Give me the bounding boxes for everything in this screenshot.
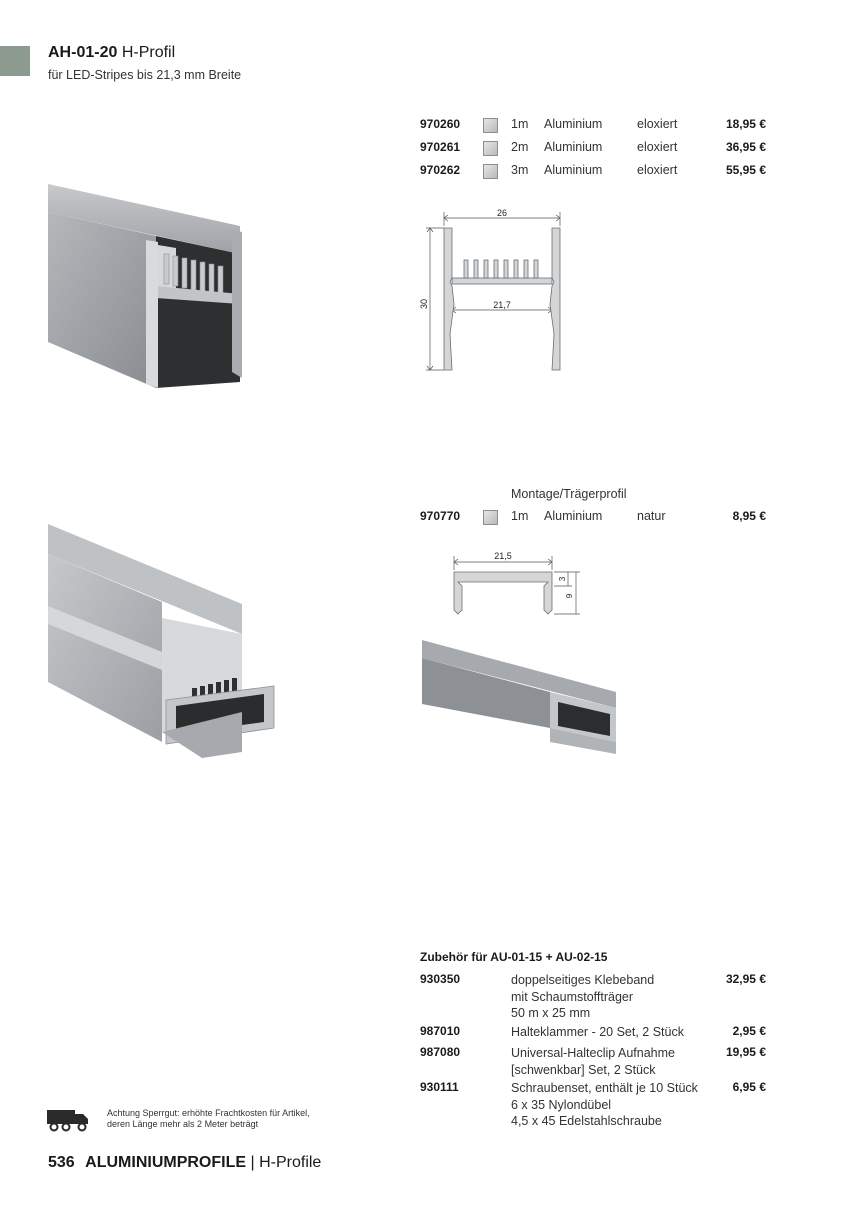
freight-note-line: Achtung Sperrgut: erhöhte Frachtkosten für Artikel, <box>107 1108 310 1118</box>
product-row <box>420 163 770 181</box>
accessory-description <box>511 1080 716 1130</box>
width-dimension-label: 21,5 <box>494 551 512 561</box>
mounting-profile-product-image <box>420 638 620 762</box>
aluminium-color-swatch <box>483 164 498 179</box>
accessory-description <box>511 1045 716 1078</box>
height-dimension-label: 9 <box>565 593 574 599</box>
article-number: 970262 <box>420 163 461 177</box>
inner-width-dimension-label: 21,7 <box>493 300 511 310</box>
product-code-title: AH-01-20 <box>48 44 118 61</box>
h-profile-product-image <box>46 182 246 392</box>
product-name-title: H-Profil <box>121 44 176 61</box>
h-profile-cross-section-drawing <box>418 204 578 374</box>
page-footer <box>48 1154 321 1172</box>
article-number: 970260 <box>420 117 461 131</box>
accessories-heading: Zubehör für AU-01-15 + AU-02-15 <box>420 950 608 964</box>
finish: natur <box>637 509 666 523</box>
article-number: 987080 <box>420 1045 461 1059</box>
description-line: Schraubenset, enthält je 10 Stück <box>511 1081 698 1095</box>
h-profile-with-mounting-profile-image <box>46 522 276 762</box>
price: 19,95 € <box>725 1045 766 1059</box>
article-number: 970261 <box>420 140 461 154</box>
finish: eloxiert <box>637 117 678 131</box>
price: 18,95 € <box>725 117 766 131</box>
description-line: Halteklammer - 20 Set, 2 Stück <box>511 1025 684 1039</box>
aluminium-color-swatch <box>483 118 498 133</box>
width-dimension-label: 26 <box>496 208 508 218</box>
height-dimension-label: 30 <box>419 298 429 310</box>
product-row <box>420 117 770 135</box>
mounting-profile-cross-section-drawing <box>444 546 584 622</box>
length: 1m <box>511 509 529 523</box>
material: Aluminium <box>544 140 603 154</box>
material: Aluminium <box>544 163 603 177</box>
aluminium-color-swatch <box>483 510 498 525</box>
price: 6,95 € <box>732 1080 766 1094</box>
product-row <box>420 140 770 158</box>
length: 3m <box>511 163 529 177</box>
length: 2m <box>511 140 529 154</box>
freight-note-line: deren Länge mehr als 2 Meter beträgt <box>107 1119 259 1129</box>
page-subtitle: für LED-Stripes bis 21,3 mm Breite <box>48 68 242 82</box>
freight-note <box>107 1108 347 1130</box>
price: 32,95 € <box>725 972 766 986</box>
description-line: doppelseitiges Klebeband <box>511 973 655 987</box>
aluminium-color-swatch <box>483 141 498 156</box>
footer-separator: | <box>250 1154 255 1171</box>
subsection-title: H-Profile <box>259 1154 322 1171</box>
product-row <box>420 509 770 527</box>
price: 8,95 € <box>732 509 766 523</box>
finish: eloxiert <box>637 140 678 154</box>
page-number: 536 <box>48 1154 75 1171</box>
description-line: 4,5 x 45 Edelstahlschraube <box>511 1114 662 1128</box>
article-number: 970770 <box>420 509 461 523</box>
description-line: [schwenkbar] Set, 2 Stück <box>511 1062 656 1077</box>
material: Aluminium <box>544 117 603 131</box>
description-line: mit Schaumstoffträger <box>511 989 634 1004</box>
material: Aluminium <box>544 509 603 523</box>
article-number: 987010 <box>420 1024 461 1038</box>
price: 36,95 € <box>725 140 766 154</box>
accessory-description <box>511 1024 716 1041</box>
mounting-profile-label: Montage/Trägerprofil <box>511 487 627 501</box>
article-number: 930111 <box>420 1080 459 1094</box>
price: 2,95 € <box>732 1024 766 1038</box>
price: 55,95 € <box>725 163 766 177</box>
article-number: 930350 <box>420 972 461 986</box>
section-color-marker <box>0 46 30 76</box>
finish: eloxiert <box>637 163 678 177</box>
truck-icon <box>46 1108 90 1132</box>
description-line: Universal-Halteclip Aufnahme <box>511 1046 675 1060</box>
accessory-description <box>511 972 716 1022</box>
length: 1m <box>511 117 529 131</box>
section-title: ALUMINIUMPROFILE <box>85 1154 247 1171</box>
description-line: 50 m x 25 mm <box>511 1006 591 1020</box>
page-title <box>48 44 175 62</box>
description-line: 6 x 35 Nylondübel <box>511 1097 612 1112</box>
lip-dimension-label: 3 <box>558 576 567 582</box>
